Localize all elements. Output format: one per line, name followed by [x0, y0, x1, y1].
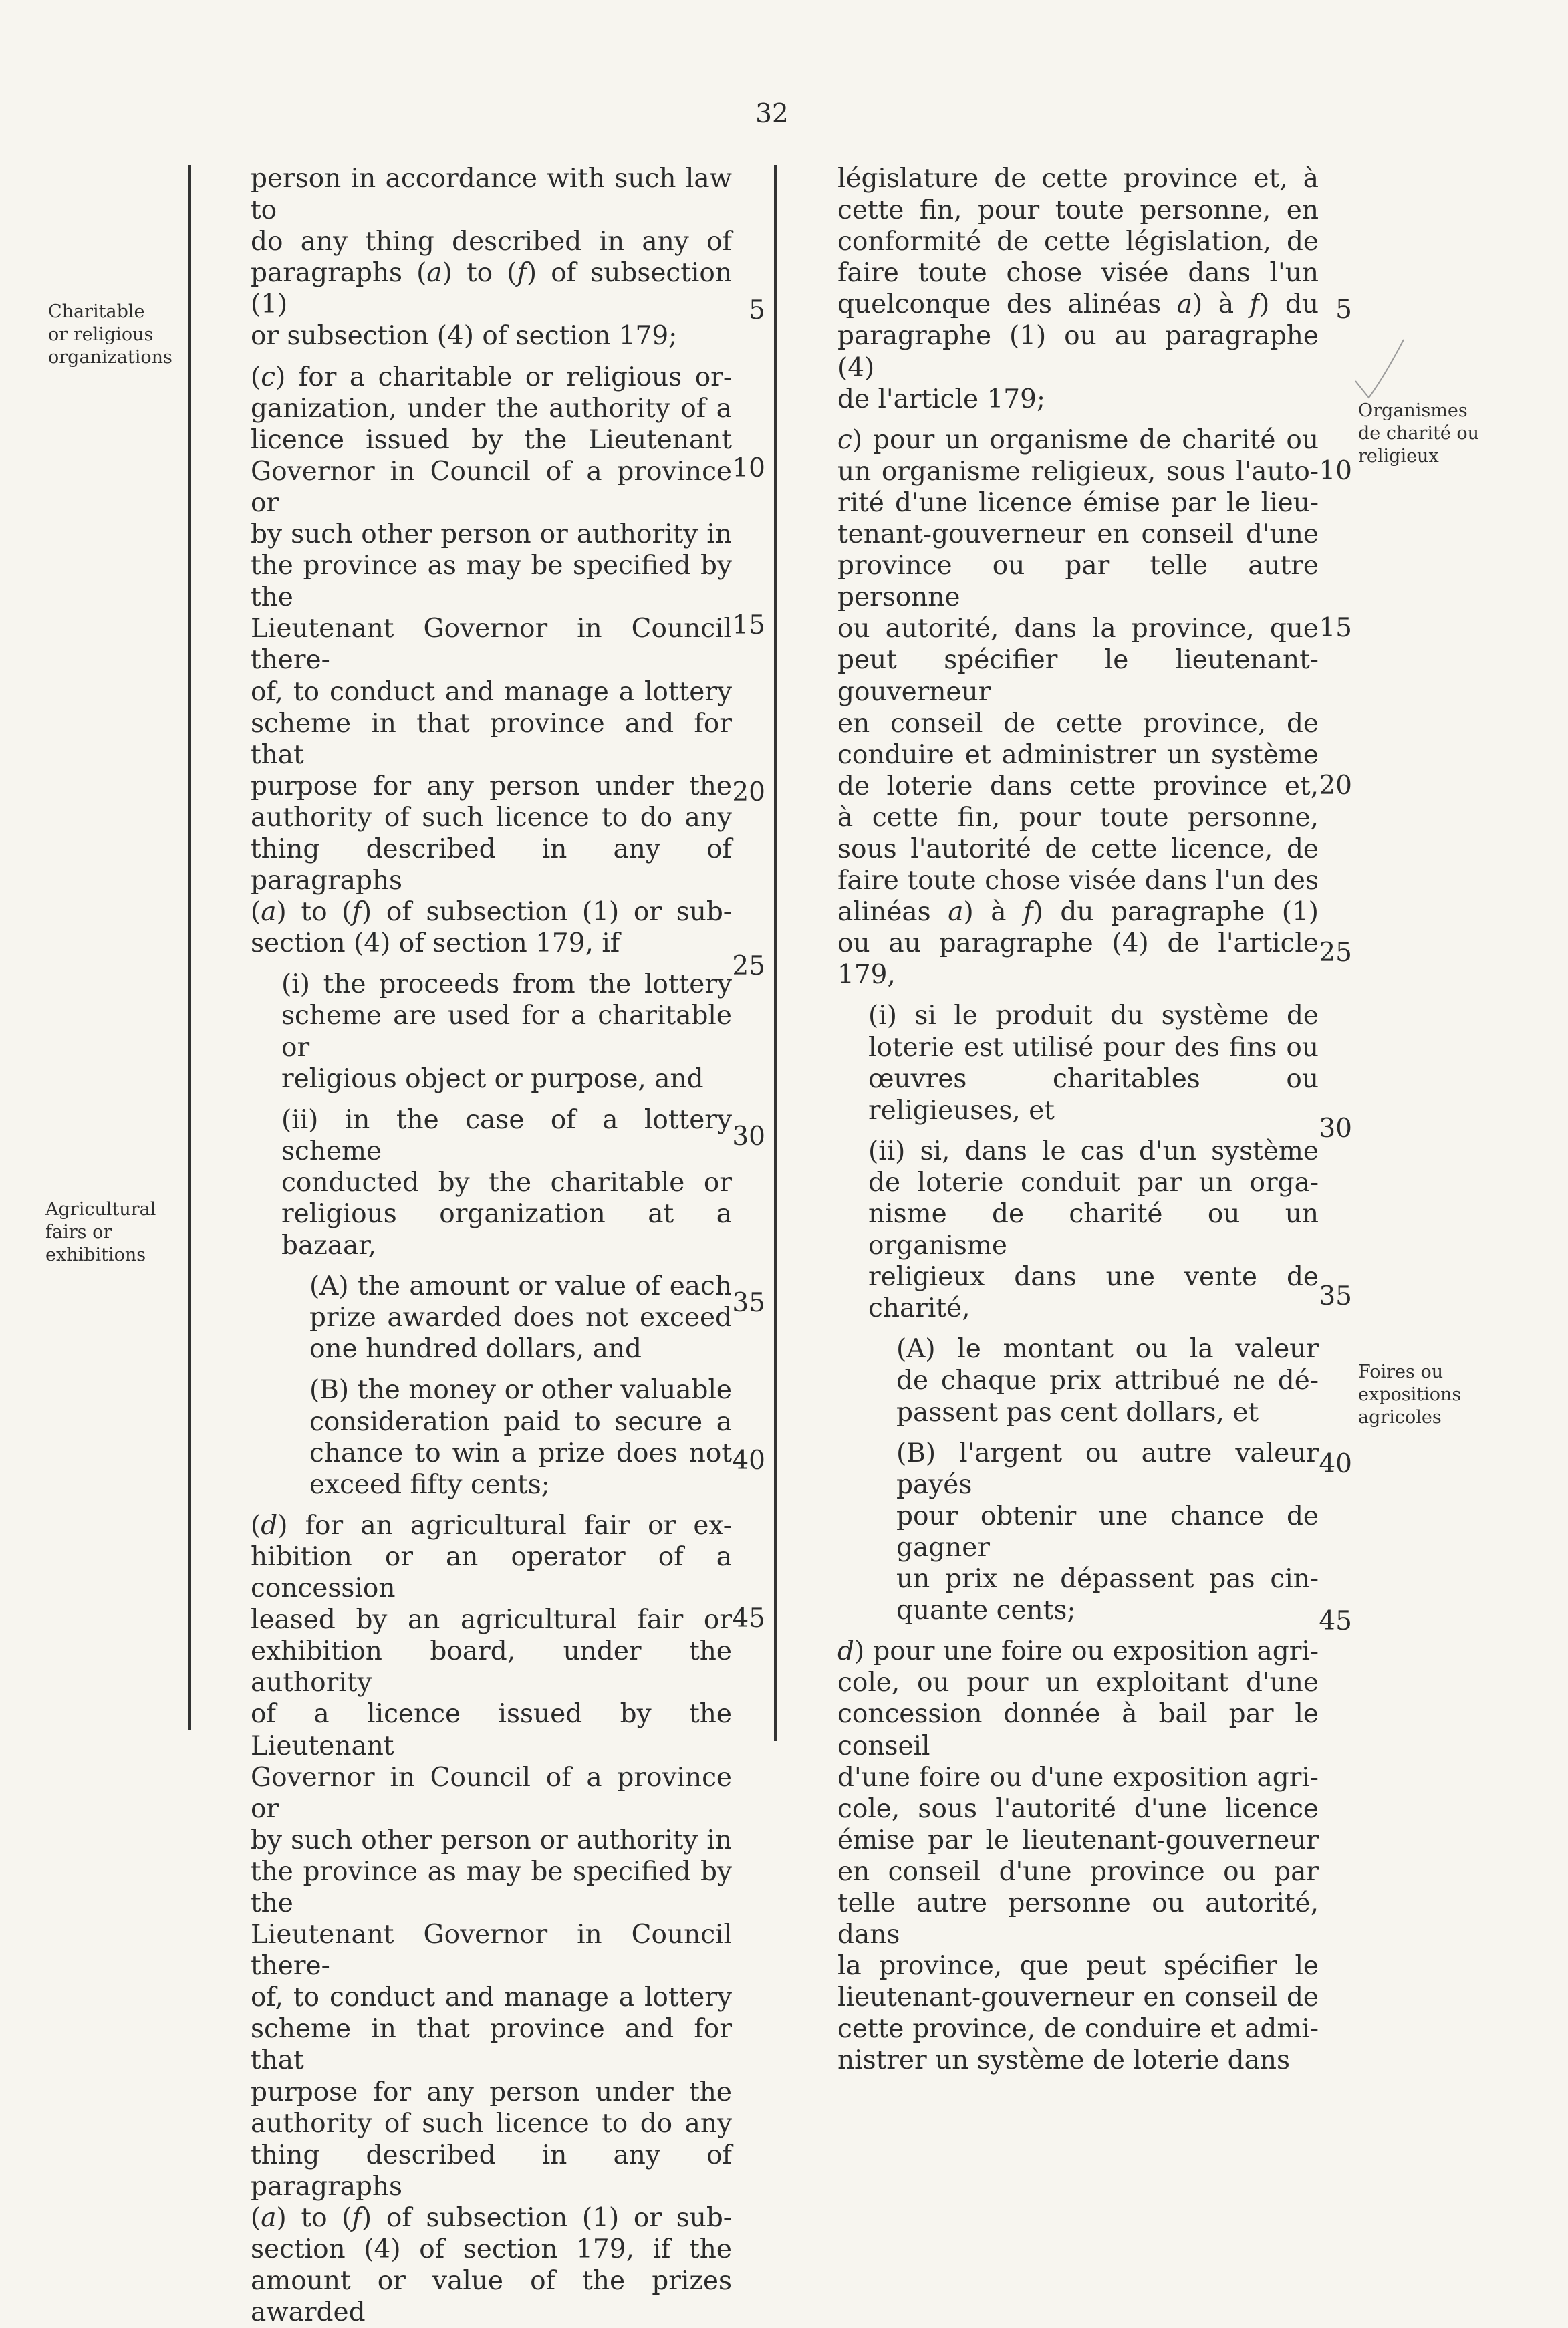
- text-line: passent pas cent dollars, et: [896, 1397, 1259, 1428]
- text-line: (a) to (f) of subsection (1) or sub-: [251, 2202, 732, 2233]
- text-line: amount or value of the prizes awarded: [251, 2266, 732, 2328]
- line-number-fr-5: 5: [1335, 295, 1352, 325]
- text-line: thing described in any of paragraphs: [251, 2140, 732, 2202]
- line-number-en-40: 40: [732, 1446, 765, 1476]
- text-line: à cette fin, pour toute personne,: [837, 802, 1319, 833]
- text-line: (A) le montant ou la valeur: [896, 1334, 1319, 1365]
- margin-note-charitable-en: Charitable or religious organizations: [48, 301, 172, 368]
- text-line: alinéas a) à f) du paragraphe (1): [837, 897, 1319, 928]
- text-line: conformité de cette législation, de: [837, 227, 1319, 257]
- line-number-en-15: 15: [732, 610, 765, 640]
- paragraph-gap: [837, 1626, 1319, 1636]
- text-line: la province, que peut spécifier le: [837, 1951, 1319, 1982]
- text-line: ganization, under the authority of a: [251, 393, 732, 424]
- text-line: authority of such licence to do any: [251, 802, 732, 833]
- text-line: Lieutenant Governor in Council there-: [251, 1920, 732, 1982]
- text-line: or subsection (4) of section 179;: [251, 321, 678, 352]
- paragraph-gap: [837, 415, 1319, 424]
- text-line: (d) for an agricultural fair or ex-: [251, 1510, 732, 1541]
- paragraph: [896, 1333, 1319, 1428]
- text-line: faire toute chose visée dans l'un: [837, 258, 1319, 289]
- text-line: peut spécifier le lieutenant-gouverneur: [837, 645, 1319, 707]
- paragraph-gap: [251, 1095, 732, 1104]
- paragraph: [281, 968, 732, 1094]
- text-line: do any thing described in any of: [251, 227, 732, 257]
- text-line: de l'article 179;: [837, 384, 1046, 414]
- text-line: purpose for any person under the: [251, 2077, 732, 2107]
- margin-note-charitable-fr: Organismes de charité ou religieux: [1358, 400, 1480, 467]
- text-line: the province as may be specified by the: [251, 551, 732, 613]
- text-line: ou au paragraphe (4) de l'article 179,: [837, 928, 1319, 991]
- text-line: paragraphs (a) to (f) of subsection (1): [251, 258, 732, 320]
- text-line: législature de cette province et, à: [837, 164, 1319, 194]
- line-number-en-35: 35: [732, 1288, 765, 1318]
- text-line: d) pour une foire ou exposition agri-: [837, 1636, 1319, 1667]
- text-line: of a licence issued by the Lieutenant: [251, 1699, 732, 1761]
- line-number-en-20: 20: [732, 777, 765, 807]
- paragraph: [868, 1136, 1319, 1325]
- text-line: de chaque prix attribué ne dé-: [896, 1366, 1319, 1396]
- paragraph-gap: [251, 1501, 732, 1510]
- text-line: religieux dans une vente de charité,: [868, 1262, 1319, 1324]
- line-number-fr-35: 35: [1319, 1281, 1352, 1311]
- paragraph-gap: [837, 1126, 1319, 1136]
- text-line: chance to win a prize does not: [309, 1438, 732, 1468]
- text-line: (ii) si, dans le cas d'un système: [868, 1136, 1319, 1166]
- text-line: œuvres charitables ou religieuses, et: [868, 1063, 1319, 1126]
- french-text-column: [837, 163, 1319, 2077]
- text-line: paragraphe (1) ou au paragraphe (4): [837, 321, 1319, 383]
- text-line: exhibition board, under the authority: [251, 1636, 732, 1698]
- text-line: prize awarded does not exceed: [309, 1303, 732, 1333]
- text-line: (A) the amount or value of each: [309, 1271, 732, 1302]
- line-number-en-25: 25: [732, 951, 765, 981]
- text-line: (ii) in the case of a lottery scheme: [281, 1104, 732, 1166]
- text-line: de loterie conduit par un orga-: [868, 1167, 1319, 1198]
- text-line: Lieutenant Governor in Council there-: [251, 614, 732, 676]
- margin-note-agricultural-fr: Foires ou expositions agricoles: [1358, 1362, 1462, 1428]
- text-line: un organisme religieux, sous l'auto-: [837, 456, 1319, 487]
- margin-note-agricultural-en: Agricultural fairs or exhibitions: [45, 1199, 156, 1265]
- text-line: section (4) of section 179, if the: [251, 2234, 732, 2265]
- text-line: cette fin, pour toute personne, en: [837, 195, 1319, 226]
- paragraph: [281, 1104, 732, 1261]
- text-line: cette province, de conduire et admi-: [837, 2014, 1319, 2045]
- text-line: ou autorité, dans la province, que: [837, 614, 1319, 644]
- text-line: person in accordance with such law to: [251, 164, 732, 226]
- text-line: quante cents;: [896, 1595, 1076, 1626]
- text-line: licence issued by the Lieutenant: [251, 424, 732, 455]
- paragraph-gap: [251, 1365, 732, 1374]
- text-line: exceed fifty cents;: [309, 1469, 550, 1500]
- text-line: (c) for a charitable or religious or-: [251, 362, 732, 392]
- text-line: Governor in Council of a province or: [251, 456, 732, 518]
- text-line: cole, ou pour un exploitant d'une: [837, 1668, 1319, 1698]
- line-number-en-10: 10: [732, 453, 765, 483]
- paragraph: [868, 1000, 1319, 1126]
- text-line: cole, sous l'autorité d'une licence: [837, 1793, 1319, 1824]
- text-line: faire toute chose visée dans l'un des: [837, 866, 1319, 896]
- line-number-fr-25: 25: [1319, 938, 1352, 968]
- text-line: émise par le lieutenant-gouverneur: [837, 1825, 1319, 1855]
- text-line: nistrer un système de loterie dans: [837, 2045, 1291, 2076]
- paragraph: [896, 1438, 1319, 1627]
- text-line: pour obtenir une chance de gagner: [896, 1501, 1319, 1563]
- line-number-en-30: 30: [732, 1122, 765, 1152]
- text-line: religious organization at a bazaar,: [281, 1199, 732, 1261]
- text-line: section (4) of section 179, if: [251, 928, 620, 959]
- line-number-en-5: 5: [749, 295, 765, 326]
- text-line: (B) the money or other valuable: [309, 1375, 732, 1406]
- text-line: (B) l'argent ou autre valeur payés: [896, 1438, 1319, 1500]
- paragraph: [309, 1374, 732, 1500]
- paragraph-gap: [837, 991, 1319, 1000]
- text-line: (i) si le produit du système de: [868, 1001, 1319, 1031]
- paragraph: [837, 163, 1319, 415]
- text-line: telle autre personne ou autorité, dans: [837, 1888, 1319, 1950]
- text-line: de loterie dans cette province et,: [837, 771, 1319, 801]
- text-line: loterie est utilisé pour des fins ou: [868, 1032, 1319, 1063]
- text-line: quelconque des alinéas a) à f) du: [837, 289, 1319, 320]
- left-column-rule: [188, 165, 191, 1730]
- text-line: en conseil de cette province, de: [837, 708, 1319, 739]
- text-line: hibition or an operator of a concession: [251, 1541, 732, 1604]
- text-line: en conseil d'une province ou par: [837, 1856, 1319, 1887]
- text-line: scheme are used for a charitable or: [281, 1001, 732, 1063]
- paragraph: [309, 1271, 732, 1365]
- text-line: by such other person or authority in: [251, 1825, 732, 1855]
- text-line: consideration paid to secure a: [309, 1406, 732, 1437]
- paragraph: [251, 362, 732, 960]
- text-line: sous l'autorité de cette licence, de: [837, 833, 1319, 864]
- text-line: scheme in that province and for that: [251, 708, 732, 770]
- text-line: province ou par telle autre personne: [837, 551, 1319, 613]
- paragraph: [837, 1636, 1319, 2076]
- text-line: of, to conduct and manage a lottery: [251, 676, 732, 707]
- line-number-fr-45: 45: [1319, 1606, 1352, 1636]
- paragraph: [251, 163, 732, 352]
- text-line: leased by an agricultural fair or: [251, 1605, 732, 1636]
- paragraph: [837, 424, 1319, 991]
- text-line: (i) the proceeds from the lottery: [281, 969, 732, 1000]
- page-number: 32: [755, 99, 789, 129]
- text-line: one hundred dollars, and: [309, 1334, 642, 1365]
- text-line: nisme de charité ou un organisme: [868, 1199, 1319, 1261]
- text-line: c) pour un organisme de charité ou: [837, 424, 1319, 455]
- text-line: rité d'une licence émise par le lieu-: [837, 487, 1319, 518]
- line-number-en-45: 45: [732, 1603, 765, 1634]
- text-line: lieutenant-gouverneur en conseil de: [837, 1982, 1319, 2013]
- paragraph-gap: [837, 1428, 1319, 1438]
- text-line: the province as may be specified by the: [251, 1856, 732, 1918]
- text-line: tenant-gouverneur en conseil d'une: [837, 519, 1319, 550]
- line-number-fr-15: 15: [1319, 613, 1352, 643]
- text-line: conducted by the charitable or: [281, 1167, 732, 1198]
- text-line: by such other person or authority in: [251, 519, 732, 550]
- paragraph-gap: [251, 1261, 732, 1271]
- paragraph: [251, 1510, 732, 2328]
- text-line: of, to conduct and manage a lottery: [251, 1982, 732, 2013]
- text-line: conduire et administrer un système: [837, 739, 1319, 770]
- paragraph-gap: [251, 352, 732, 362]
- line-number-fr-40: 40: [1319, 1449, 1352, 1479]
- text-line: religious object or purpose, and: [281, 1063, 704, 1094]
- paragraph-gap: [837, 1324, 1319, 1333]
- center-column-rule: [774, 165, 777, 1741]
- text-line: purpose for any person under the: [251, 771, 732, 801]
- text-line: un prix ne dépassent pas cin-: [896, 1564, 1319, 1595]
- paragraph-gap: [251, 959, 732, 968]
- text-line: thing described in any of paragraphs: [251, 833, 732, 896]
- line-number-fr-10: 10: [1319, 456, 1352, 486]
- text-line: scheme in that province and for that: [251, 2014, 732, 2076]
- text-line: d'une foire ou d'une exposition agri-: [837, 1762, 1319, 1793]
- line-number-fr-20: 20: [1319, 771, 1352, 801]
- text-line: (a) to (f) of subsection (1) or sub-: [251, 897, 732, 928]
- english-text-column: [251, 163, 732, 2328]
- text-line: Governor in Council of a province or: [251, 1762, 732, 1824]
- text-line: authority of such licence to do any: [251, 2108, 732, 2139]
- text-line: concession donnée à bail par le conseil: [837, 1699, 1319, 1761]
- line-number-fr-30: 30: [1319, 1114, 1352, 1144]
- handwritten-check-mark: [1349, 334, 1409, 408]
